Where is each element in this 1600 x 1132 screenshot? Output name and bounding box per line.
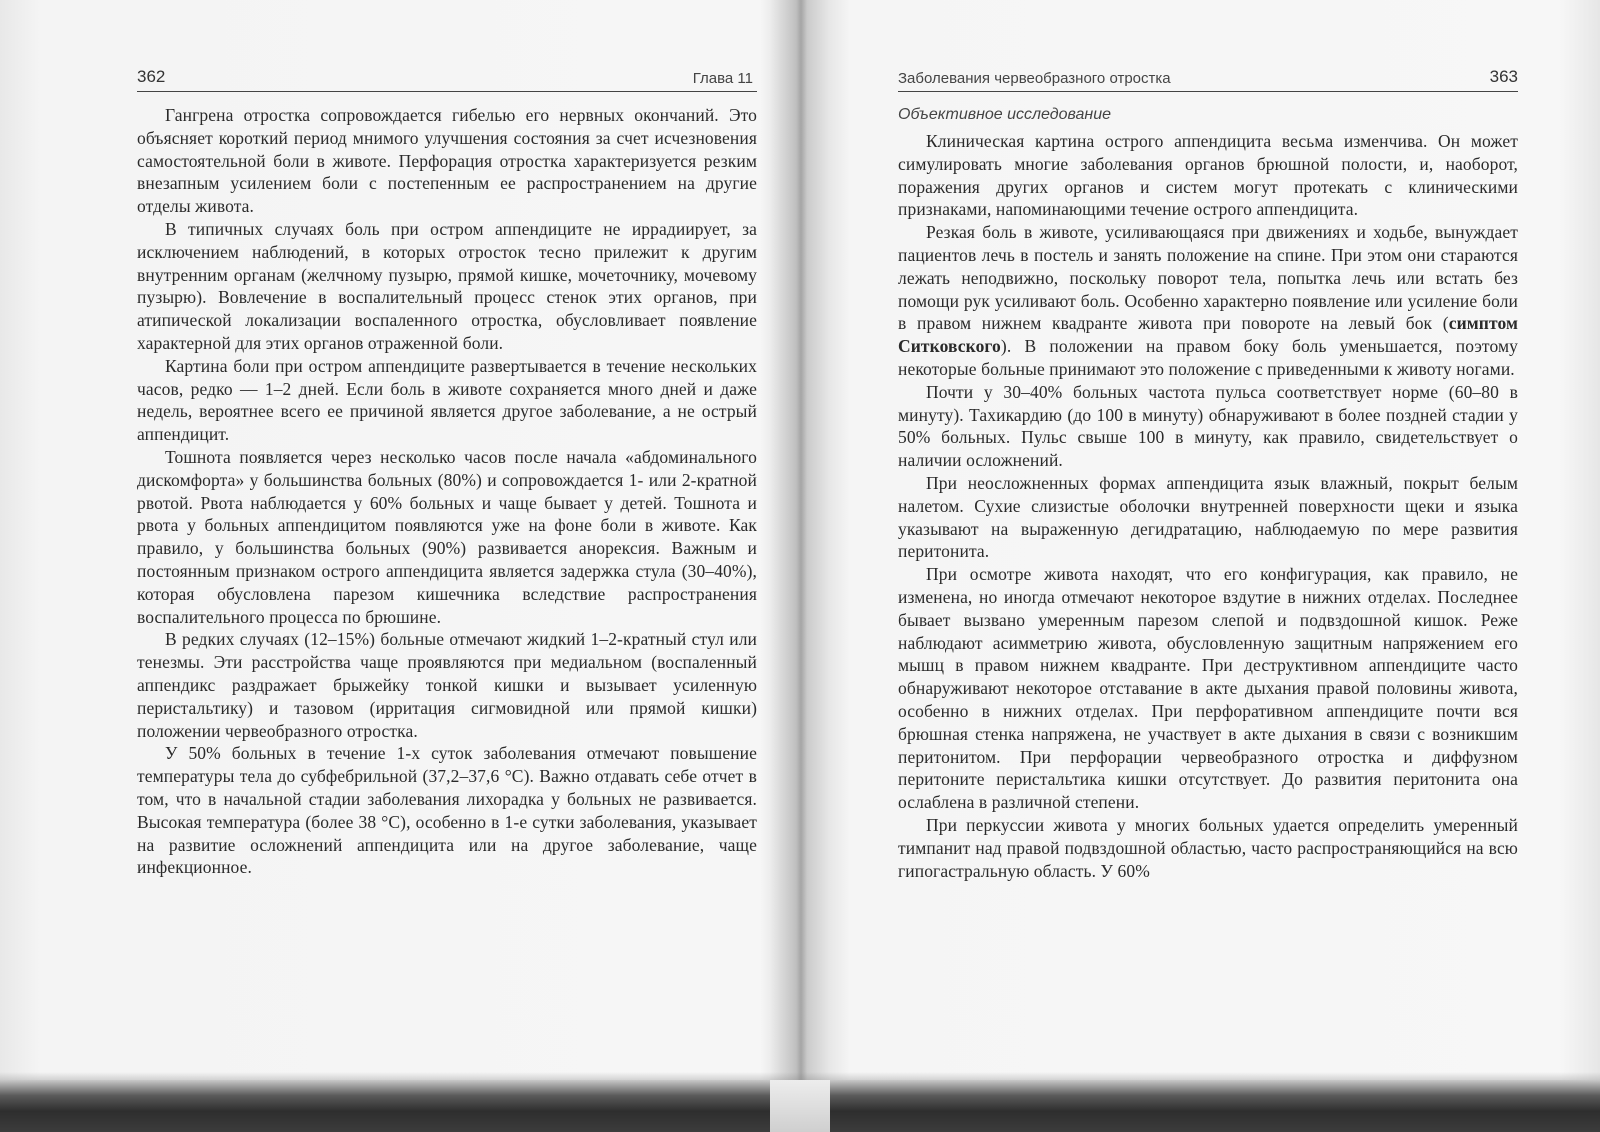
paragraph: При перкуссии живота у многих больных удается определить умеренный тимпанит над правой подвздошной областью, часто распространяющийся на всю гипогастральную область. У 60%	[898, 814, 1518, 881]
right-page	[898, 55, 1518, 882]
paragraph-sitkovsky	[898, 221, 1518, 381]
left-page	[137, 55, 757, 879]
right-running-head: Заболевания червеобразного отростка	[898, 70, 1171, 87]
left-page-body	[137, 104, 757, 879]
paragraph: В типичных случаях боль при остром аппендиците не иррадиирует, за исключением наблюдений, в которых отросток тесно прилежит к другим внутренним органам (желчному пузырю, прямой кишке, мочеточнику, мочевому пузырю). Вовлечение в воспалительный процесс стенок этих органов, при атипической локализации воспаленного отростка, обусловливает появление характерной для этих органов отраженной боли.	[137, 218, 757, 353]
right-page-number: 363	[1489, 67, 1518, 86]
left-page-header	[137, 55, 757, 92]
book-gutter	[770, 0, 830, 1132]
left-page-number: 362	[137, 67, 166, 86]
paragraph-text: ). В положении на правом боку боль уменьшается, поэтому некоторые больные принимают это положение с приведенными к животу ногами.	[898, 336, 1518, 379]
symptom-name: симптом Ситковского	[898, 313, 1518, 357]
paragraph: Тошнота появляется через несколько часов после начала «абдоминального дискомфорта» у большинства больных (80%) и сопровождается 1- или 2-кратной рвотой. Рвота наблюдается у 60% больных и чаще бывает у детей. Тошнота и рвота у больных аппендицитом появляются уже на фоне боли в животе. Как правило, у большинства больных (90%) развивается анорексия. Важным и постоянным признаком острого аппендицита является задержка стула (30–40%), которая обусловлена парезом кишечника вследствие распространения воспалительного процесса по брюшине.	[137, 446, 757, 627]
left-running-head: Глава 11	[692, 70, 753, 87]
paragraph: Картина боли при остром аппендиците развертывается в течение нескольких часов, редко — 1–2 дней. Если боль в животе сохраняется много дней и даже недель, вероятнее всего ее причиной является другое заболевание, а не острый аппендицит.	[137, 355, 757, 445]
scan-bottom-gap	[770, 1080, 830, 1132]
scan-bottom-edge	[0, 1080, 1600, 1132]
paragraph: Почти у 30–40% больных частота пульса соответствует норме (60–80 в минуту). Тахикардию (до 100 в минуту) обнаруживают в более поздней стадии у 50% больных. Пульс свыше 100 в минуту, как правило, свидетельствует о наличии осложнений.	[898, 381, 1518, 471]
paragraph: Гангрена отростка сопровождается гибелью его нервных окончаний. Это объясняет короткий период мнимого улучшения состояния за счет исчезновения самостоятельной боли в животе. Перфорация отростка характеризуется резким внезапным усилением боли с постепенным ее распространением на другие отделы живота.	[137, 105, 757, 217]
paragraph: У 50% больных в течение 1-х суток заболевания отмечают повышение температуры тела до субфебрильной (37,2–37,6 °С). Важно отдавать себе отчет в том, что в начальной стадии заболевания лихорадка у больных не развивается. Высокая температура (более 38 °С), особенно в 1-е сутки заболевания, указывает на развитие осложнений аппендицита или на другое заболевание, чаще инфекционное.	[137, 743, 757, 878]
right-page-body	[898, 104, 1518, 882]
paragraph-text: Резкая боль в животе, усиливающаяся при движениях и ходьбе, вынуждает пациентов лечь в постель и занять положение на спине. При этом они стараются лежать неподвижно, поскольку поворот тела, попытка лечь или встать без помощи рук усиливают боль. Особенно характерно появление или усиление боли в правом нижнем квадранте живота при повороте на левый бок (	[898, 222, 1518, 334]
section-title: Объективное исследование	[898, 106, 1111, 123]
paragraph: При осмотре живота находят, что его конфигурация, как правило, не изменена, но иногда отмечают некоторое вздутие в нижних отделах. Последнее бывает вызвано умеренным парезом слепой и подвздошной кишок. Реже наблюдают асимметрию живота, обусловленную защитным напряжением его мышц в правом нижнем квадранте. При деструктивном аппендиците часто обнаруживают некоторое отставание в акте дыхания правой половины живота, особенно в нижних отделах. При перфоративном аппендиците почти вся брюшная стенка напряжена, не участвует в акте дыхания в связи с возникшим перитонитом. При перфорации червеобразного отростка и диффузном перитоните перистальтика кишки отсутствует. До развития перитонита она ослаблена в различной степени.	[898, 564, 1518, 813]
right-page-header	[898, 55, 1518, 92]
paragraph: В редких случаях (12–15%) больные отмечают жидкий 1–2-кратный стул или тенезмы. Эти расстройства чаще проявляются при медиальном (воспаленный аппендикс раздражает брыжейку тонкой кишки и вызывает усиленную перистальтику) и тазовом (ирритация сигмовидной или прямой кишки) положении червеобразного отростка.	[137, 629, 757, 741]
paragraph: Клиническая картина острого аппендицита весьма изменчива. Он может симулировать многие заболевания органов брюшной полости, и, наоборот, поражения других органов и систем могут протекать с клиническими признаками, напоминающими течение острого аппендицита.	[898, 131, 1518, 220]
paragraph: При неосложненных формах аппендицита язык влажный, покрыт белым налетом. Сухие слизистые оболочки внутренней поверхности щеки и языка указывают на выраженную дегидратацию, наблюдаемую по мере развития перитонита.	[898, 472, 1518, 562]
